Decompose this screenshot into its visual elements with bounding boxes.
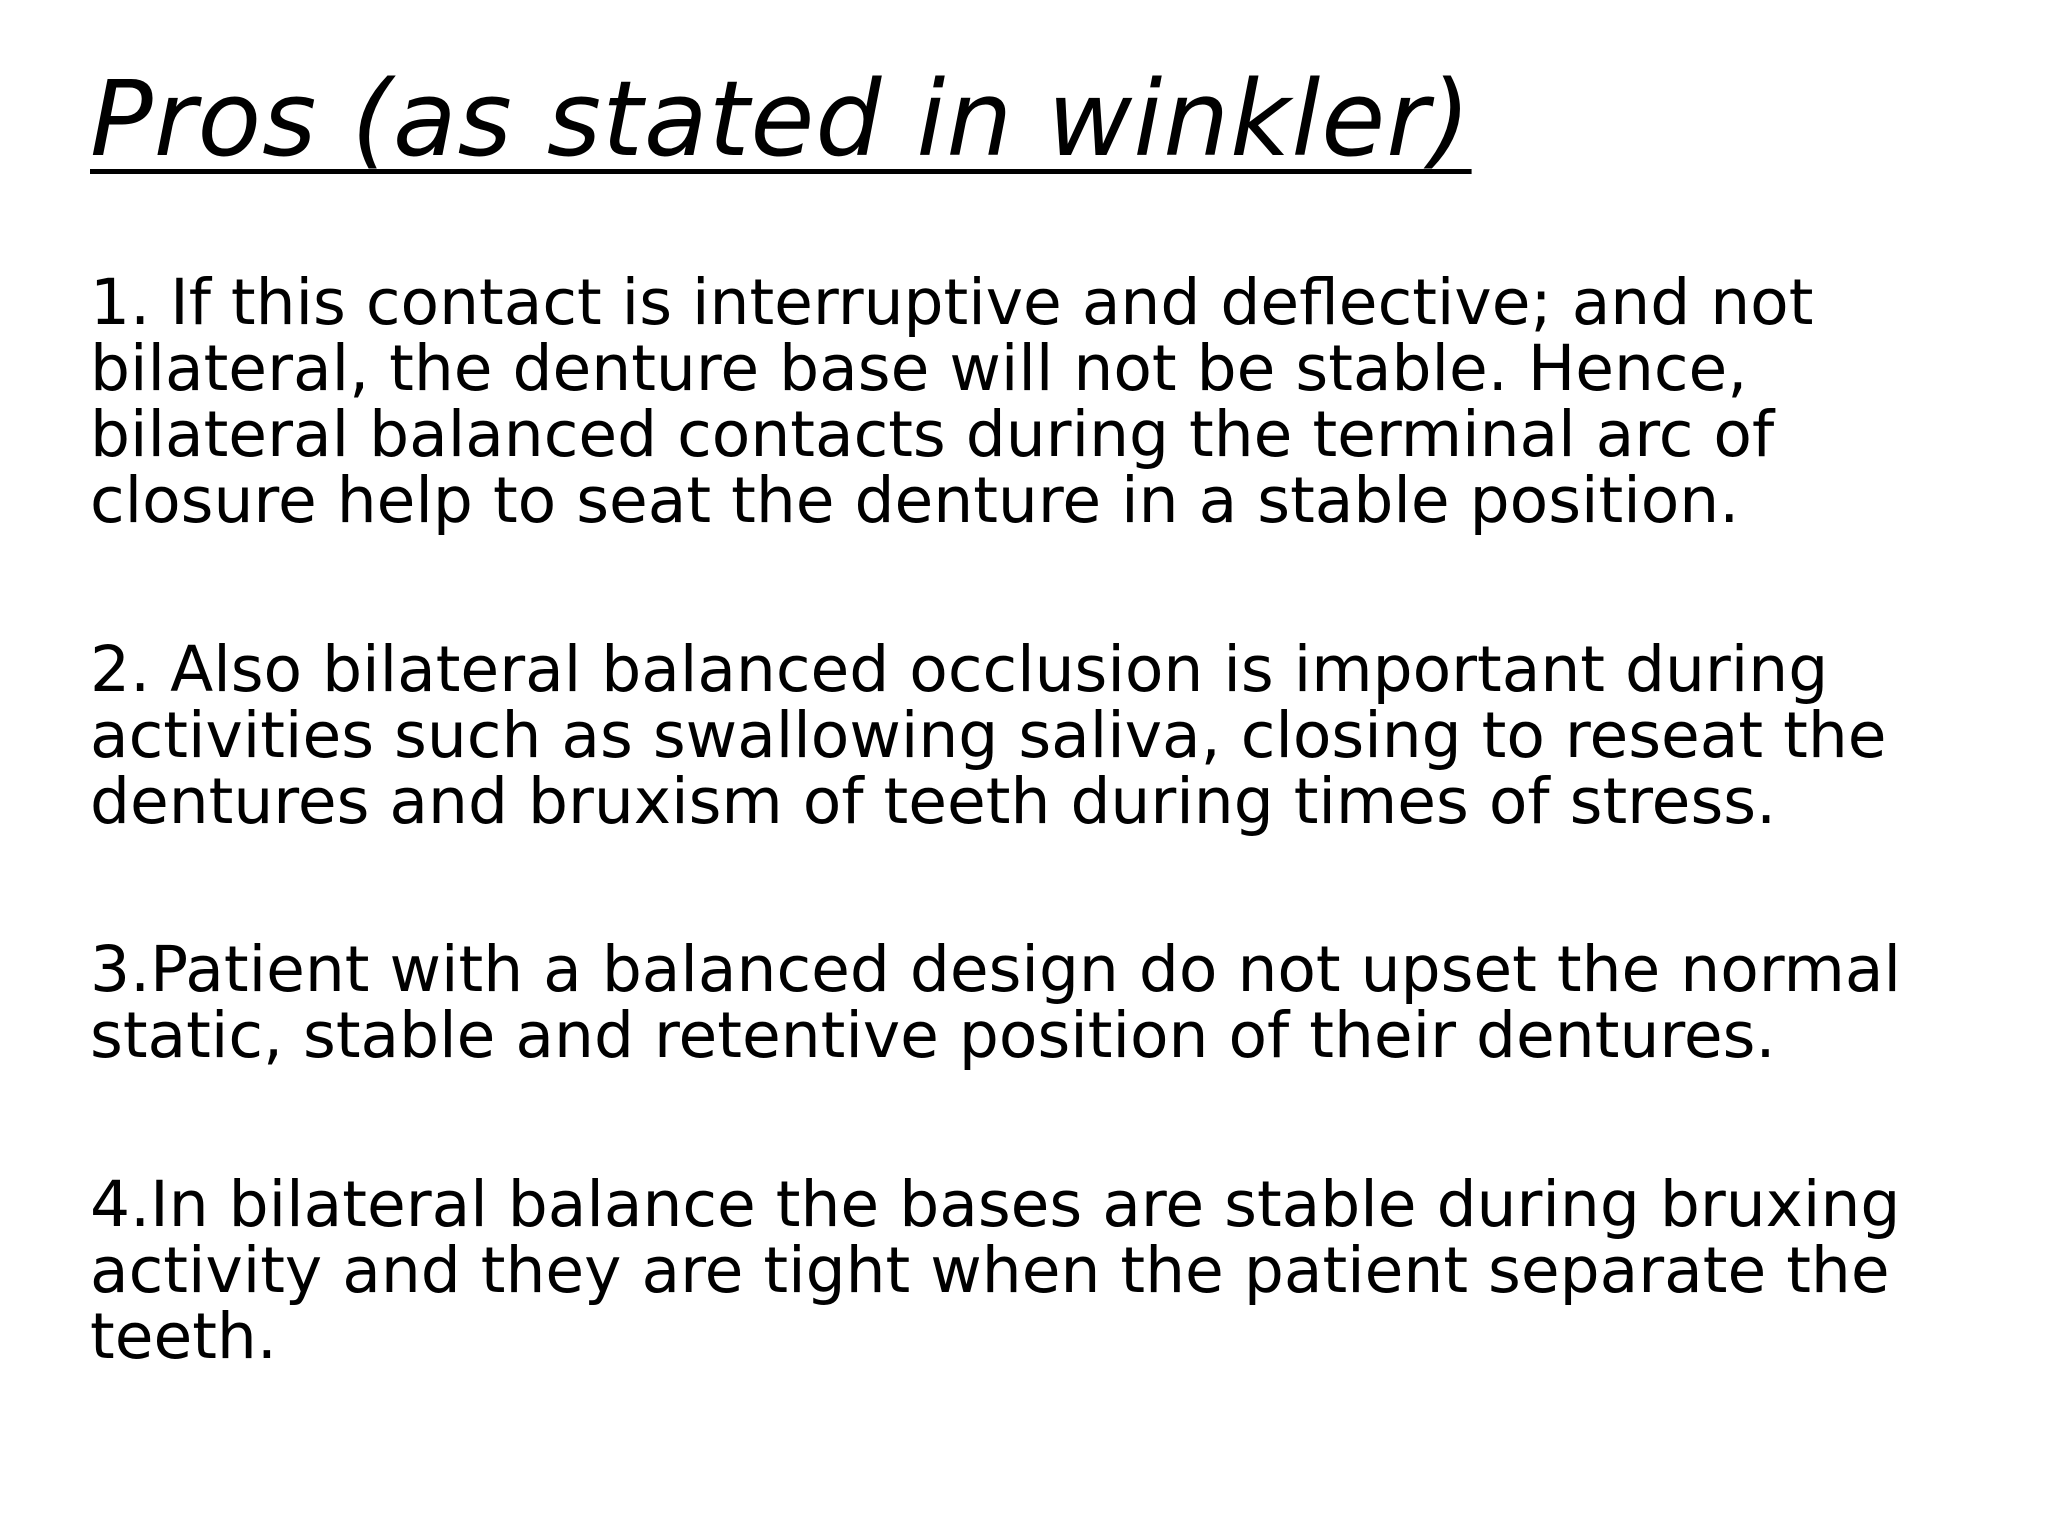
- point-2: 2. Also bilateral balanced occlusion is important during activities such as swallowing saliva, closing to reseat the dentures and bruxism of teeth during times of stress.: [90, 633, 1887, 838]
- point-4: 4.In bilateral balance the bases are stable during bruxing activity and they are tight when the patient separate the teeth.: [90, 1168, 1901, 1373]
- point-3: 3.Patient with a balanced design do not upset the normal static, stable and retentive position of their dentures.: [90, 933, 1902, 1072]
- slide-title: Pros (as stated in winkler): [90, 58, 1472, 180]
- point-1: 1. If this contact is interruptive and deflective; and not bilateral, the denture base will not be stable. Hence, bilateral balanced contacts during the terminal arc of closure help to seat the denture in a stable position.: [90, 266, 1814, 537]
